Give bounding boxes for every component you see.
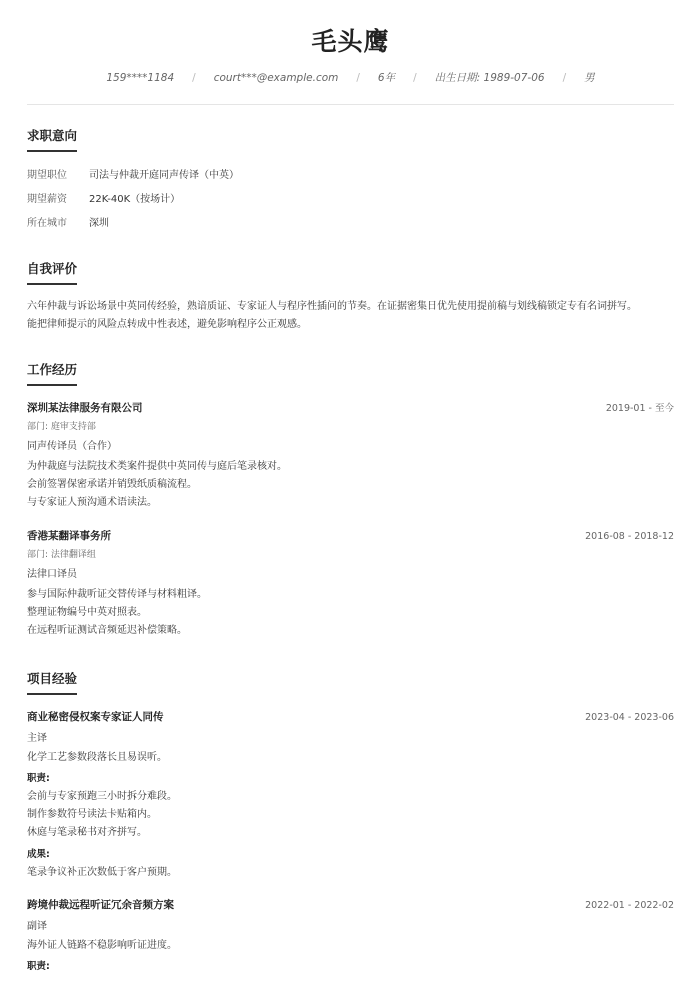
duty-label: 职责: — [27, 773, 50, 784]
department: 部门: 法律翻译组 — [27, 550, 96, 560]
result-bullet: 笔录争议补正次数低于客户预期。 — [27, 867, 177, 878]
work-bullet: 在远程听证测试音频延迟补偿策略。 — [27, 625, 187, 636]
intent-key: 期望薪资 — [27, 194, 67, 205]
intent-value: 深圳 — [89, 218, 109, 229]
intent-key: 期望职位 — [27, 170, 67, 181]
work-bullet: 整理证物编号中英对照表。 — [27, 607, 147, 618]
self-evaluation-section — [27, 258, 674, 334]
summary-line: 六年仲裁与诉讼场景中英同传经验，熟谙质证、专家证人与程序性插问的节奏。在证据密集日优先使用提前稿与划线稿锁定专有名词拼写。 — [27, 301, 637, 312]
intent-row — [27, 188, 674, 212]
intent-row — [27, 164, 674, 188]
project-name: 商业秘密侵权案专家证人同传 — [27, 711, 164, 723]
project-description: 化学工艺参数段落长且易误听。 — [27, 752, 167, 763]
work-bullet: 会前签署保密承诺并销毁纸质稿流程。 — [27, 479, 197, 490]
company-name: 香港某翻译事务所 — [27, 530, 111, 542]
project-description: 海外证人链路不稳影响听证进度。 — [27, 940, 177, 951]
section-title: 项目经验 — [27, 669, 77, 695]
intent-value: 司法与仲裁开庭同声传译（中英） — [89, 170, 239, 181]
contact-separator: / — [356, 71, 360, 84]
result-label: 成果: — [27, 849, 50, 860]
project-name: 跨境仲裁远程听证冗余音频方案 — [27, 899, 174, 911]
duty-bullet: 会前与专家预跑三小时拆分难段。 — [27, 791, 177, 802]
work-item — [27, 400, 674, 512]
email-address[interactable]: court***@example.com — [213, 71, 339, 84]
phone-number: 159****1184 — [106, 71, 175, 84]
duty-bullet: 休庭与笔录秘书对齐拼写。 — [27, 827, 147, 838]
duty-label: 职责: — [27, 961, 50, 972]
birth-date: 出生日期: 1989-07-06 — [434, 72, 545, 84]
project-experience-section — [27, 668, 674, 972]
project-item — [27, 709, 674, 882]
summary-line: 能把律师提示的风险点转成中性表述，避免影响程序公正观感。 — [27, 319, 307, 330]
work-bullet: 参与国际仲裁听证交替传译与材料粗译。 — [27, 589, 207, 600]
job-role: 法律口译员 — [27, 569, 77, 580]
intent-key: 所在城市 — [27, 218, 67, 229]
project-role: 主译 — [27, 733, 47, 744]
work-item — [27, 528, 674, 640]
work-bullet: 为仲裁庭与法院技术类案件提供中英同传与庭后笔录核对。 — [27, 461, 287, 472]
gender: 男 — [584, 72, 595, 84]
project-role: 副译 — [27, 921, 47, 932]
project-date: 2023-04 - 2023-06 — [585, 712, 674, 723]
work-bullet: 与专家证人预沟通术语读法。 — [27, 497, 157, 508]
contact-separator: / — [562, 71, 567, 84]
section-title: 自我评价 — [27, 259, 77, 285]
section-title: 求职意向 — [27, 126, 77, 152]
job-intent-section — [27, 125, 674, 236]
company-name: 深圳某法律服务有限公司 — [27, 402, 143, 414]
candidate-name: 毛头鹰 — [311, 27, 390, 56]
years-experience: 6年 — [377, 72, 396, 84]
work-date: 2016-08 - 2018-12 — [585, 531, 674, 542]
contact-bar — [27, 70, 674, 85]
department: 部门: 庭审支持部 — [27, 422, 96, 432]
work-experience-section — [27, 359, 674, 640]
duty-bullet: 制作参数符号读法卡贴箱内。 — [27, 809, 157, 820]
header-divider — [27, 104, 674, 105]
work-date: 2019-01 - 至今 — [605, 403, 674, 414]
intent-value: 22K-40K（按场计） — [89, 194, 181, 205]
project-date: 2022-01 - 2022-02 — [585, 900, 674, 911]
contact-separator: / — [413, 71, 417, 84]
contact-separator: / — [192, 71, 196, 84]
project-item — [27, 897, 674, 972]
section-title: 工作经历 — [27, 360, 77, 386]
job-role: 同声传译员（合作） — [27, 441, 117, 452]
intent-row — [27, 212, 674, 236]
